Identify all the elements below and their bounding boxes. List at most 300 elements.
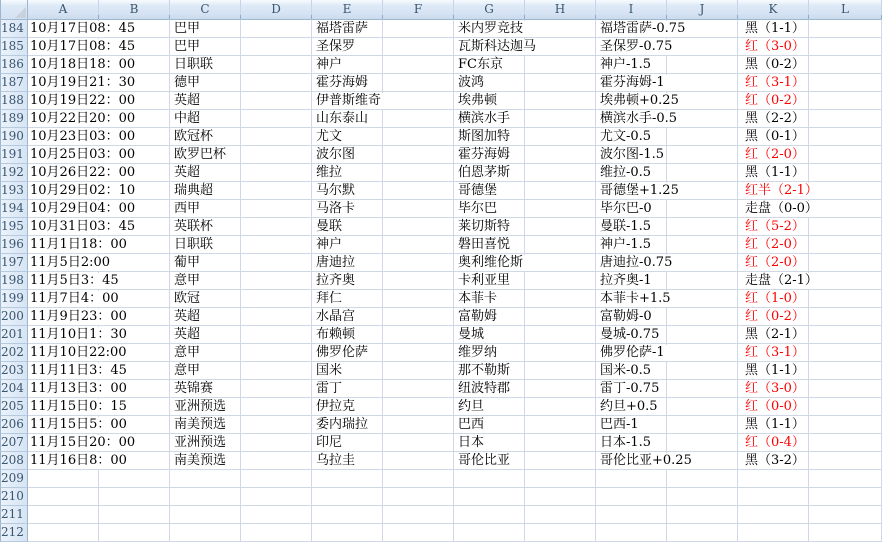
- cell-I208[interactable]: [596, 452, 692, 470]
- cell-D190[interactable]: [241, 128, 312, 146]
- cell-D200[interactable]: [241, 308, 312, 326]
- cell-G205[interactable]: [454, 398, 525, 416]
- cell-K206[interactable]: [738, 416, 809, 434]
- cell-E211[interactable]: [312, 506, 383, 524]
- cell-D189[interactable]: [241, 110, 312, 128]
- cell-K210[interactable]: [738, 488, 809, 506]
- cell-H203[interactable]: [525, 362, 596, 380]
- cell-H191[interactable]: [525, 146, 596, 164]
- cell-K203[interactable]: [738, 362, 809, 380]
- cell-D195[interactable]: [241, 218, 312, 236]
- cell-D206[interactable]: [241, 416, 312, 434]
- cell-F212[interactable]: [383, 524, 454, 542]
- cell-K190[interactable]: [738, 128, 809, 146]
- cell-E197[interactable]: [312, 254, 383, 272]
- cell-D186[interactable]: [241, 56, 312, 74]
- cell-A211[interactable]: [28, 506, 99, 524]
- cell-F206[interactable]: [383, 416, 454, 434]
- cell-K197[interactable]: [738, 254, 809, 272]
- cell-H208[interactable]: [525, 452, 596, 470]
- cell-B210[interactable]: [99, 488, 170, 506]
- cell-J192[interactable]: [667, 164, 738, 182]
- cell-F211[interactable]: [383, 506, 454, 524]
- cell-F210[interactable]: [383, 488, 454, 506]
- column-header-I[interactable]: I: [596, 0, 667, 20]
- cell-G196[interactable]: [454, 236, 525, 254]
- cell-K209[interactable]: [738, 470, 809, 488]
- cell-A192[interactable]: [28, 164, 136, 182]
- select-all-corner[interactable]: [0, 0, 28, 20]
- row-header-198[interactable]: 198: [0, 272, 28, 290]
- cell-L198[interactable]: [809, 272, 882, 290]
- cell-E185[interactable]: [312, 38, 383, 56]
- cell-F194[interactable]: [383, 200, 454, 218]
- cell-K199[interactable]: [738, 290, 809, 308]
- cell-C210[interactable]: [170, 488, 241, 506]
- cell-H198[interactable]: [525, 272, 596, 290]
- cell-L185[interactable]: [809, 38, 882, 56]
- cell-E198[interactable]: [312, 272, 383, 290]
- cell-F200[interactable]: [383, 308, 454, 326]
- cell-H197[interactable]: [525, 254, 596, 272]
- cell-A207[interactable]: [28, 434, 136, 452]
- cell-C188[interactable]: [170, 92, 241, 110]
- cell-C207[interactable]: [170, 434, 241, 452]
- cell-K191[interactable]: [738, 146, 809, 164]
- cell-G210[interactable]: [454, 488, 525, 506]
- row-header-210[interactable]: 210: [0, 488, 28, 506]
- cell-D201[interactable]: [241, 326, 312, 344]
- cell-I201[interactable]: [596, 326, 667, 344]
- cell-D205[interactable]: [241, 398, 312, 416]
- cell-A188[interactable]: [28, 92, 136, 110]
- cell-G194[interactable]: [454, 200, 525, 218]
- cell-I191[interactable]: [596, 146, 667, 164]
- row-header-208[interactable]: 208: [0, 452, 28, 470]
- cell-E195[interactable]: [312, 218, 383, 236]
- cell-H201[interactable]: [525, 326, 596, 344]
- cell-L200[interactable]: [809, 308, 882, 326]
- cell-F198[interactable]: [383, 272, 454, 290]
- cell-A208[interactable]: [28, 452, 127, 470]
- cell-D198[interactable]: [241, 272, 312, 290]
- cell-J204[interactable]: [667, 380, 738, 398]
- cell-H195[interactable]: [525, 218, 596, 236]
- cell-J207[interactable]: [667, 434, 738, 452]
- cell-G211[interactable]: [454, 506, 525, 524]
- cell-I205[interactable]: [596, 398, 667, 416]
- cell-I185[interactable]: [596, 38, 673, 56]
- cell-K204[interactable]: [738, 380, 809, 398]
- cell-F197[interactable]: [383, 254, 454, 272]
- cell-I207[interactable]: [596, 434, 667, 452]
- column-header-F[interactable]: F: [383, 0, 454, 20]
- row-header-211[interactable]: 211: [0, 506, 28, 524]
- cell-G190[interactable]: [454, 128, 525, 146]
- cell-G187[interactable]: [454, 74, 525, 92]
- cell-H202[interactable]: [525, 344, 596, 362]
- cell-C211[interactable]: [170, 506, 241, 524]
- cell-E201[interactable]: [312, 326, 383, 344]
- cell-A191[interactable]: [28, 146, 136, 164]
- cell-L206[interactable]: [809, 416, 882, 434]
- cell-C205[interactable]: [170, 398, 241, 416]
- cell-E205[interactable]: [312, 398, 383, 416]
- cell-E207[interactable]: [312, 434, 383, 452]
- cell-I197[interactable]: [596, 254, 673, 272]
- cell-H206[interactable]: [525, 416, 596, 434]
- cell-G188[interactable]: [454, 92, 525, 110]
- cell-G191[interactable]: [454, 146, 525, 164]
- cell-K201[interactable]: [738, 326, 809, 344]
- cell-L192[interactable]: [809, 164, 882, 182]
- cell-D191[interactable]: [241, 146, 312, 164]
- cell-L208[interactable]: [809, 452, 882, 470]
- cell-J190[interactable]: [667, 128, 738, 146]
- column-header-A[interactable]: A: [28, 0, 99, 20]
- cell-J212[interactable]: [667, 524, 738, 542]
- cell-E208[interactable]: [312, 452, 383, 470]
- cell-D184[interactable]: [241, 20, 312, 38]
- cell-I204[interactable]: [596, 380, 667, 398]
- cell-A198[interactable]: [28, 272, 119, 290]
- cell-L205[interactable]: [809, 398, 882, 416]
- cell-G207[interactable]: [454, 434, 525, 452]
- cell-D194[interactable]: [241, 200, 312, 218]
- cell-C209[interactable]: [170, 470, 241, 488]
- cell-A190[interactable]: [28, 128, 136, 146]
- cell-G195[interactable]: [454, 218, 525, 236]
- cell-A196[interactable]: [28, 236, 127, 254]
- cell-A194[interactable]: [28, 200, 136, 218]
- cell-F196[interactable]: [383, 236, 454, 254]
- cell-C197[interactable]: [170, 254, 241, 272]
- cell-J195[interactable]: [667, 218, 738, 236]
- cell-J206[interactable]: [667, 416, 738, 434]
- cell-F192[interactable]: [383, 164, 454, 182]
- cell-L204[interactable]: [809, 380, 882, 398]
- cell-F199[interactable]: [383, 290, 454, 308]
- row-header-187[interactable]: 187: [0, 74, 28, 92]
- cell-L212[interactable]: [809, 524, 882, 542]
- cell-G184[interactable]: [454, 20, 525, 38]
- cell-F190[interactable]: [383, 128, 454, 146]
- cell-H212[interactable]: [525, 524, 596, 542]
- cell-E186[interactable]: [312, 56, 383, 74]
- cell-I200[interactable]: [596, 308, 667, 326]
- cell-F187[interactable]: [383, 74, 454, 92]
- cell-A210[interactable]: [28, 488, 99, 506]
- cell-G193[interactable]: [454, 182, 525, 200]
- row-header-207[interactable]: 207: [0, 434, 28, 452]
- column-header-H[interactable]: H: [525, 0, 596, 20]
- cell-H209[interactable]: [525, 470, 596, 488]
- cell-E210[interactable]: [312, 488, 383, 506]
- cell-E206[interactable]: [312, 416, 383, 434]
- cell-H190[interactable]: [525, 128, 596, 146]
- cell-I187[interactable]: [596, 74, 667, 92]
- cell-A185[interactable]: [28, 38, 136, 56]
- row-header-188[interactable]: 188: [0, 92, 28, 110]
- cell-J187[interactable]: [667, 74, 738, 92]
- cell-I206[interactable]: [596, 416, 667, 434]
- cell-K205[interactable]: [738, 398, 809, 416]
- cell-E188[interactable]: [312, 92, 383, 110]
- cell-A202[interactable]: [28, 344, 127, 362]
- cell-K208[interactable]: [738, 452, 809, 470]
- cell-B211[interactable]: [99, 506, 170, 524]
- row-header-212[interactable]: 212: [0, 524, 28, 542]
- cell-C193[interactable]: [170, 182, 241, 200]
- cell-K200[interactable]: [738, 308, 809, 326]
- cell-H207[interactable]: [525, 434, 596, 452]
- row-header-185[interactable]: 185: [0, 38, 28, 56]
- row-header-209[interactable]: 209: [0, 470, 28, 488]
- cell-L186[interactable]: [809, 56, 882, 74]
- cell-G186[interactable]: [454, 56, 525, 74]
- row-header-192[interactable]: 192: [0, 164, 28, 182]
- column-header-J[interactable]: J: [667, 0, 738, 20]
- cell-D202[interactable]: [241, 344, 312, 362]
- column-header-G[interactable]: G: [454, 0, 525, 20]
- cell-D210[interactable]: [241, 488, 312, 506]
- row-header-184[interactable]: 184: [0, 20, 28, 38]
- cell-H211[interactable]: [525, 506, 596, 524]
- cell-A206[interactable]: [28, 416, 127, 434]
- cell-H204[interactable]: [525, 380, 596, 398]
- cell-I203[interactable]: [596, 362, 667, 380]
- cell-G202[interactable]: [454, 344, 525, 362]
- cell-A184[interactable]: [28, 20, 136, 38]
- cell-K202[interactable]: [738, 344, 809, 362]
- cell-D187[interactable]: [241, 74, 312, 92]
- cell-I195[interactable]: [596, 218, 667, 236]
- cell-L210[interactable]: [809, 488, 882, 506]
- cell-F201[interactable]: [383, 326, 454, 344]
- cell-B209[interactable]: [99, 470, 170, 488]
- cell-J209[interactable]: [667, 470, 738, 488]
- cell-C199[interactable]: [170, 290, 241, 308]
- cell-F204[interactable]: [383, 380, 454, 398]
- row-header-202[interactable]: 202: [0, 344, 28, 362]
- cell-K188[interactable]: [738, 92, 809, 110]
- cell-J186[interactable]: [667, 56, 738, 74]
- cell-I186[interactable]: [596, 56, 667, 74]
- cell-L195[interactable]: [809, 218, 882, 236]
- cell-I192[interactable]: [596, 164, 667, 182]
- cell-B212[interactable]: [99, 524, 170, 542]
- cell-L207[interactable]: [809, 434, 882, 452]
- cell-D212[interactable]: [241, 524, 312, 542]
- cell-C201[interactable]: [170, 326, 241, 344]
- cell-I210[interactable]: [596, 488, 667, 506]
- cell-H210[interactable]: [525, 488, 596, 506]
- cell-L191[interactable]: [809, 146, 882, 164]
- cell-A197[interactable]: [28, 254, 111, 272]
- cell-L202[interactable]: [809, 344, 882, 362]
- cell-E199[interactable]: [312, 290, 383, 308]
- cell-A201[interactable]: [28, 326, 127, 344]
- cell-F203[interactable]: [383, 362, 454, 380]
- cell-K211[interactable]: [738, 506, 809, 524]
- cell-L194[interactable]: [809, 200, 882, 218]
- cell-G199[interactable]: [454, 290, 525, 308]
- cell-L203[interactable]: [809, 362, 882, 380]
- cell-G185[interactable]: [454, 38, 537, 56]
- row-header-200[interactable]: 200: [0, 308, 28, 326]
- cell-A199[interactable]: [28, 290, 119, 308]
- cell-G203[interactable]: [454, 362, 525, 380]
- cell-A200[interactable]: [28, 308, 127, 326]
- row-header-204[interactable]: 204: [0, 380, 28, 398]
- cell-H199[interactable]: [525, 290, 596, 308]
- cell-J203[interactable]: [667, 362, 738, 380]
- cell-I193[interactable]: [596, 182, 679, 200]
- row-header-195[interactable]: 195: [0, 218, 28, 236]
- cell-F191[interactable]: [383, 146, 454, 164]
- cell-E194[interactable]: [312, 200, 383, 218]
- cell-A195[interactable]: [28, 218, 136, 236]
- cell-C184[interactable]: [170, 20, 241, 38]
- cell-I188[interactable]: [596, 92, 679, 110]
- cell-H184[interactable]: [525, 20, 596, 38]
- cell-G212[interactable]: [454, 524, 525, 542]
- cell-L193[interactable]: [809, 182, 882, 200]
- cell-F202[interactable]: [383, 344, 454, 362]
- cell-H188[interactable]: [525, 92, 596, 110]
- cell-A205[interactable]: [28, 398, 127, 416]
- cell-L184[interactable]: [809, 20, 882, 38]
- cell-G198[interactable]: [454, 272, 525, 290]
- cell-I184[interactable]: [596, 20, 686, 38]
- cell-G204[interactable]: [454, 380, 525, 398]
- cell-D193[interactable]: [241, 182, 312, 200]
- column-header-C[interactable]: C: [170, 0, 241, 20]
- cell-A204[interactable]: [28, 380, 127, 398]
- column-header-D[interactable]: D: [241, 0, 312, 20]
- cell-D209[interactable]: [241, 470, 312, 488]
- cell-G192[interactable]: [454, 164, 525, 182]
- cell-I190[interactable]: [596, 128, 667, 146]
- cell-I189[interactable]: [596, 110, 678, 128]
- cell-G197[interactable]: [454, 254, 525, 272]
- cell-E184[interactable]: [312, 20, 383, 38]
- cell-C196[interactable]: [170, 236, 241, 254]
- cell-J196[interactable]: [667, 236, 738, 254]
- cell-F209[interactable]: [383, 470, 454, 488]
- cell-K195[interactable]: [738, 218, 809, 236]
- cell-E192[interactable]: [312, 164, 383, 182]
- cell-I212[interactable]: [596, 524, 667, 542]
- cell-G201[interactable]: [454, 326, 525, 344]
- cell-E196[interactable]: [312, 236, 383, 254]
- cell-D211[interactable]: [241, 506, 312, 524]
- cell-E202[interactable]: [312, 344, 383, 362]
- cell-F186[interactable]: [383, 56, 454, 74]
- cell-L196[interactable]: [809, 236, 882, 254]
- cell-E187[interactable]: [312, 74, 383, 92]
- cell-I198[interactable]: [596, 272, 667, 290]
- cell-E189[interactable]: [312, 110, 383, 128]
- cell-K189[interactable]: [738, 110, 809, 128]
- cell-H194[interactable]: [525, 200, 596, 218]
- cell-K212[interactable]: [738, 524, 809, 542]
- cell-A187[interactable]: [28, 74, 136, 92]
- cell-H193[interactable]: [525, 182, 596, 200]
- cell-C190[interactable]: [170, 128, 241, 146]
- cell-C195[interactable]: [170, 218, 241, 236]
- cell-C212[interactable]: [170, 524, 241, 542]
- cell-E209[interactable]: [312, 470, 383, 488]
- cell-L199[interactable]: [809, 290, 882, 308]
- cell-D197[interactable]: [241, 254, 312, 272]
- cell-C202[interactable]: [170, 344, 241, 362]
- cell-K187[interactable]: [738, 74, 809, 92]
- cell-K185[interactable]: [738, 38, 809, 56]
- cell-G189[interactable]: [454, 110, 525, 128]
- cell-H186[interactable]: [525, 56, 596, 74]
- row-header-186[interactable]: 186: [0, 56, 28, 74]
- cell-K186[interactable]: [738, 56, 809, 74]
- cell-G200[interactable]: [454, 308, 525, 326]
- cell-I196[interactable]: [596, 236, 667, 254]
- cell-H200[interactable]: [525, 308, 596, 326]
- cell-L187[interactable]: [809, 74, 882, 92]
- cell-C198[interactable]: [170, 272, 241, 290]
- cell-H192[interactable]: [525, 164, 596, 182]
- cell-J185[interactable]: [667, 38, 738, 56]
- cell-K194[interactable]: [738, 200, 818, 218]
- cell-L211[interactable]: [809, 506, 882, 524]
- cell-K207[interactable]: [738, 434, 809, 452]
- cell-A186[interactable]: [28, 56, 136, 74]
- cell-J202[interactable]: [667, 344, 738, 362]
- cell-D207[interactable]: [241, 434, 312, 452]
- cell-K184[interactable]: [738, 20, 809, 38]
- column-header-B[interactable]: B: [99, 0, 170, 20]
- cell-J210[interactable]: [667, 488, 738, 506]
- cell-J201[interactable]: [667, 326, 738, 344]
- column-header-K[interactable]: K: [738, 0, 809, 20]
- column-header-L[interactable]: L: [809, 0, 882, 20]
- cell-G208[interactable]: [454, 452, 525, 470]
- row-header-201[interactable]: 201: [0, 326, 28, 344]
- cell-F207[interactable]: [383, 434, 454, 452]
- cell-F208[interactable]: [383, 452, 454, 470]
- cell-J205[interactable]: [667, 398, 738, 416]
- cell-D203[interactable]: [241, 362, 312, 380]
- cell-L189[interactable]: [809, 110, 882, 128]
- cell-C192[interactable]: [170, 164, 241, 182]
- cell-C194[interactable]: [170, 200, 241, 218]
- cell-D196[interactable]: [241, 236, 312, 254]
- cell-D208[interactable]: [241, 452, 312, 470]
- cell-C187[interactable]: [170, 74, 241, 92]
- cell-H189[interactable]: [525, 110, 596, 128]
- row-header-191[interactable]: 191: [0, 146, 28, 164]
- cell-E190[interactable]: [312, 128, 383, 146]
- cell-A209[interactable]: [28, 470, 99, 488]
- cell-E204[interactable]: [312, 380, 383, 398]
- cell-J200[interactable]: [667, 308, 738, 326]
- cell-K193[interactable]: [738, 182, 818, 200]
- cell-J211[interactable]: [667, 506, 738, 524]
- cell-C185[interactable]: [170, 38, 241, 56]
- row-header-194[interactable]: 194: [0, 200, 28, 218]
- cell-C191[interactable]: [170, 146, 241, 164]
- cell-J191[interactable]: [667, 146, 738, 164]
- cell-I202[interactable]: [596, 344, 667, 362]
